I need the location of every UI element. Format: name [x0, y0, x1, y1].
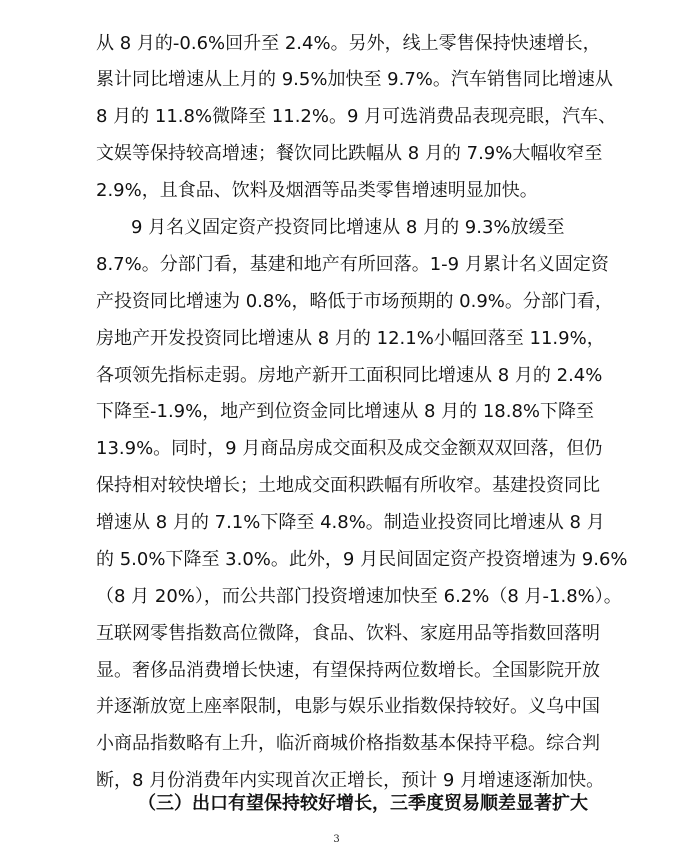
text-line: 显。奢侈品消费增长快速，有望保持两位数增长。全国影院开放	[96, 660, 600, 681]
text-line: 13.9%。同时，9 月商品房成交面积及成交金额双双回落，但仍	[96, 438, 603, 459]
text-line: 保持相对较快增长；土地成交面积跌幅有所收窄。基建投资同比	[96, 475, 600, 496]
text-line: 下降至-1.9%，地产到位资金同比增速从 8 月的 18.8%下降至	[96, 401, 595, 422]
page-number: 3	[333, 834, 340, 845]
text-line: 的 5.0%下降至 3.0%。此外，9 月民间固定资产投资增速为 9.6%	[96, 549, 628, 570]
text-line: 2.9%，且食品、饮料及烟酒等品类零售增速明显加快。	[96, 180, 538, 201]
text-line: 产投资同比增速为 0.8%，略低于市场预期的 0.9%。分部门看，	[96, 291, 613, 312]
text-line: 并逐渐放宽上座率限制，电影与娱乐业指数保持较好。义乌中国	[96, 696, 600, 717]
section-heading: （三）出口有望保持较好增长，三季度贸易顺差显著扩大	[138, 793, 588, 814]
text-line: 从 8 月的-0.6%回升至 2.4%。另外，线上零售保持快速增长，	[96, 33, 601, 54]
text-line: 累计同比增速从上月的 9.5%加快至 9.7%。汽车销售同比增速从	[96, 69, 613, 90]
text-line: 8 月的 11.8%微降至 11.2%。9 月可选消费品表现亮眼，汽车、	[96, 106, 617, 127]
text-line: 文娱等保持较高增速；餐饮同比跌幅从 8 月的 7.9%大幅收窄至	[96, 143, 603, 164]
text-line: 房地产开发投资同比增速从 8 月的 12.1%小幅回落至 11.9%，	[96, 328, 605, 349]
text-line: 增速从 8 月的 7.1%下降至 4.8%。制造业投资同比增速从 8 月	[96, 512, 605, 533]
text-line: 小商品指数略有上升，临沂商城价格指数基本保持平稳。综合判	[96, 733, 600, 754]
text-line: 互联网零售指数高位微降，食品、饮料、家庭用品等指数回落明	[96, 623, 600, 644]
paragraph-first-line: 9 月名义固定资产投资同比增速从 8 月的 9.3%放缓至	[131, 217, 565, 238]
text-line: 8.7%。分部门看，基建和地产有所回落。1-9 月累计名义固定资	[96, 254, 609, 275]
text-line: 各项领先指标走弱。房地产新开工面积同比增速从 8 月的 2.4%	[96, 365, 603, 386]
text-line: （8 月 20%），而公共部门投资增速加快至 6.2%（8 月-1.8%）。	[96, 586, 622, 607]
text-line: 断，8 月份消费年内实现首次正增长，预计 9 月增速逐渐加快。	[96, 770, 605, 791]
